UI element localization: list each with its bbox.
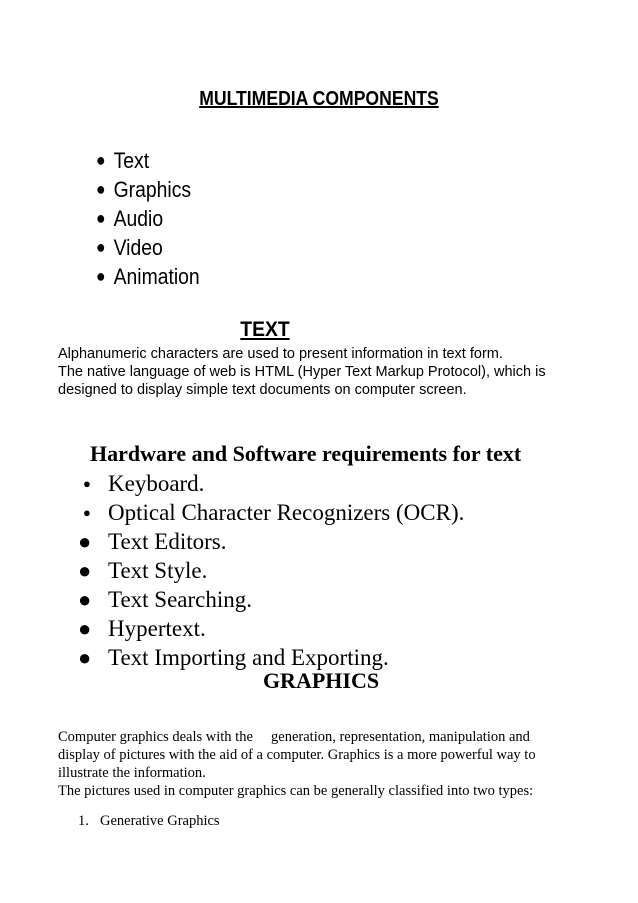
paragraph-line: illustrate the information. [58,765,206,781]
paragraph-line: Computer graphics deals with the generation, representation, manipulation and [58,729,530,745]
hardware-heading: Hardware and Software requirements for text [90,441,522,466]
list-item: ● Text Importing and Exporting. [78,645,389,670]
bullet-icon: ● [78,645,92,670]
list-item: ● Keyboard. [83,471,205,496]
paragraph-line: The pictures used in computer graphics can be generally classified into two types: [58,783,534,799]
list-number: 1. [78,813,89,829]
list-item: ● Text Searching. [78,587,253,612]
text-heading: TEXT [240,318,290,341]
list-item: ● Text Style. [78,558,208,583]
bullet-icon: ● [78,529,92,554]
list-item: ● Audio [96,206,164,231]
list-item-label: Generative Graphics [100,813,220,829]
bullet-icon: ● [83,505,91,520]
bullet-icon: ● [78,587,92,612]
bullet-icon: ● [83,476,91,491]
list-item: ● Animation [96,264,200,289]
components-list [96,146,214,291]
paragraph-line: The native language of web is HTML (Hyper Text Markup Protocol), which is [58,364,546,380]
paragraph-line: Alphanumeric characters are used to present information in text form. [58,346,503,362]
list-item: ● Text [96,148,150,173]
page-title: MULTIMEDIA COMPONENTS [199,88,439,110]
hardware-list [64,469,464,672]
bullet-icon: ● [96,179,106,199]
graphics-paragraph [58,728,628,800]
bullet-icon: ● [96,208,106,228]
list-item [78,812,220,830]
graphics-types-list [78,812,220,830]
text-paragraph [58,345,618,399]
paragraph-line: display of pictures with the aid of a computer. Graphics is a more powerful way to [58,747,536,763]
list-item: ● Graphics [96,177,192,202]
bullet-icon: ● [96,150,106,170]
list-item: ● Text Editors. [78,529,227,554]
list-item: ● Video [96,235,163,260]
graphics-heading: GRAPHICS [262,668,380,693]
bullet-icon: ● [96,237,106,257]
bullet-icon: ● [96,266,106,286]
list-item: ● Optical Character Recognizers (OCR). [83,500,465,525]
bullet-icon: ● [78,558,92,583]
list-item: ● Hypertext. [78,616,206,641]
paragraph-line: designed to display simple text documents on computer screen. [58,382,467,398]
bullet-icon: ● [78,616,92,641]
